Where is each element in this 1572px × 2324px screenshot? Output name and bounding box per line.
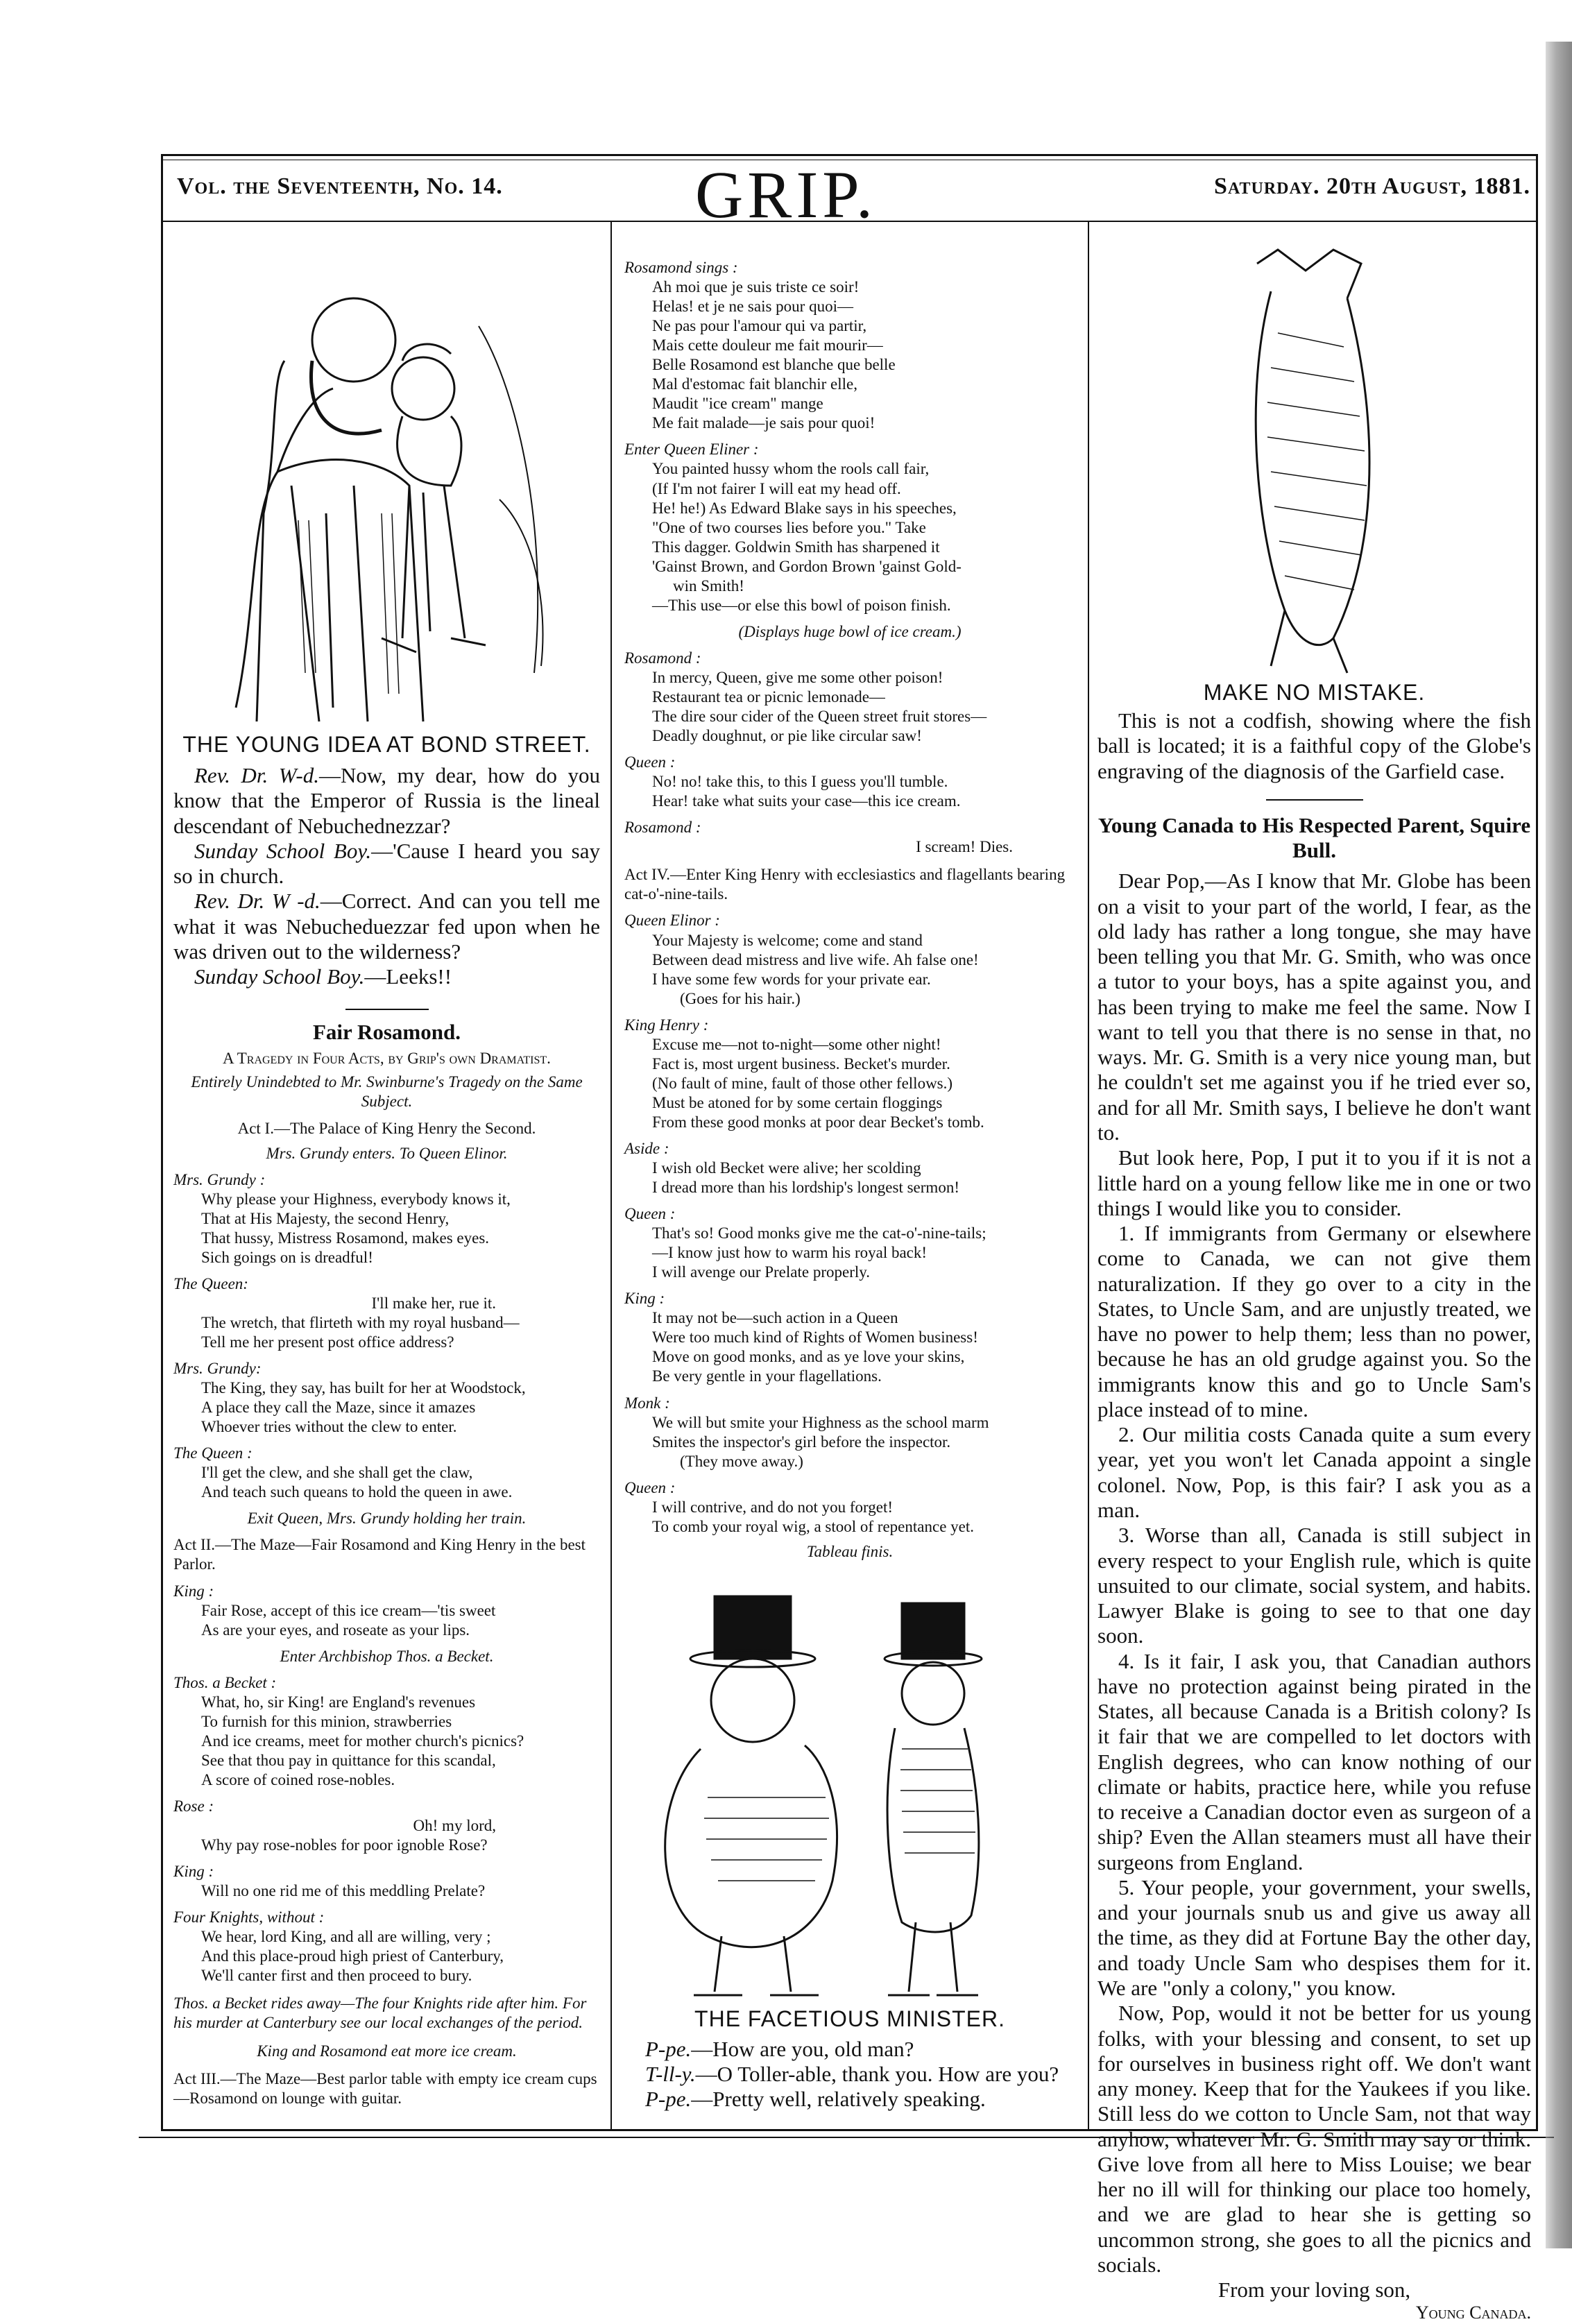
verse-line: Were too much kind of Rights of Women business! <box>652 1328 978 1347</box>
dialogue-line <box>173 964 600 989</box>
verse-line: —This use—or else this bowl of poison finish. <box>652 596 951 614</box>
verse-line: In mercy, Queen, give me some other poison! <box>652 668 943 686</box>
verse <box>624 931 1075 1009</box>
verse-line: Tell me her present post office address? <box>201 1333 454 1351</box>
speaker: Queen Elinor : <box>624 912 720 930</box>
verse <box>173 1816 600 1855</box>
verse-line: This dagger. Goldwin Smith has sharpened it <box>652 538 940 556</box>
verse-line: I'll make her, rue it. <box>371 1294 496 1312</box>
letter-paragraph: 1. If immigrants from Germany or elsewhere come to Canada, we can not give them naturalization. If they go over to a city in the States, to Uncle Sam, and are unjustly treated, we have no power to help them; less than no power, because he has an old grudge against you. So the immigrants know this and go to Uncle Sam's place instead of to mine. <box>1097 1221 1531 1421</box>
verse-line: Ah moi que je suis triste ce soir! <box>652 278 860 296</box>
stage-direction: King and Rosamond eat more ice cream. <box>257 2042 517 2060</box>
speaker: Monk : <box>624 1394 670 1412</box>
verse-line: —I know just how to warm his royal back! <box>652 1244 928 1262</box>
stage-direction: (Displays huge bowl of ice cream.) <box>738 622 962 640</box>
letter-closing: From your loving son, <box>1218 2278 1411 2302</box>
verse-line: I dread more than his lordship's longest sermon! <box>652 1179 959 1197</box>
speaker: Enter Queen Eliner : <box>624 441 759 459</box>
verse-line: Mais cette douleur me fait mourir— <box>652 336 883 354</box>
play-subtitle: A Tragedy in Four Acts, by Grip's own Dramatist. <box>223 1050 551 1068</box>
dialogue-line <box>624 2087 1075 2112</box>
speaker: Mrs. Grundy: <box>173 1360 262 1378</box>
verse-line: Move on good monks, and as ye love your skins, <box>652 1348 965 1366</box>
verse-line: No! no! take this, to this I guess you'll tumble. <box>652 773 948 791</box>
verse-line: (No fault of mine, fault of those other fellows.) <box>652 1074 953 1092</box>
dialogue-text: —Pretty well, relatively speaking. <box>691 2087 986 2112</box>
speaker: Rosamond sings : <box>624 259 738 276</box>
verse <box>173 1463 600 1502</box>
letter-body <box>1097 869 1531 2324</box>
dialogue-line <box>173 763 600 839</box>
verse <box>173 1294 600 1352</box>
letter-paragraph: 4. Is it fair, I ask you, that Canadian authors have no protection against being pirated in the States, all because Canada is a British colony? Is it fair that we are compelled to let doctors with English degrees, who can know nothing of our climate or habits, practice here, while you refuse to receive a Canadian doctor even as surgeon of a ship? Even the Allan steamers must all have their surgeons from England. <box>1097 1648 1531 1874</box>
verse-line: "One of two courses lies before you." Take <box>652 518 926 536</box>
verse <box>173 1378 600 1437</box>
verse-line: The dire sour cider of the Queen street fruit stores— <box>652 708 987 726</box>
verse-line: Maudit "ice cream" mange <box>652 395 823 413</box>
verse <box>624 837 1075 857</box>
verse-line: I'll get the clew, and she shall get the claw, <box>201 1464 473 1482</box>
speaker: Thos. a Becket : <box>173 1673 277 1691</box>
speaker: T-ll-y. <box>645 2062 696 2087</box>
letter-paragraph: But look here, Pop, I put it to you if it is not a little hard on a young fellow like me in one or two things I would like you to consider. <box>1097 1145 1531 1220</box>
verse-line: A place they call the Maze, since it amazes <box>201 1399 476 1417</box>
divider <box>1266 799 1363 801</box>
dialogue-text: —How are you, old man? <box>691 2036 914 2061</box>
speaker: Rosamond : <box>624 819 701 837</box>
column-2 <box>624 258 1075 2112</box>
letter-paragraph: 2. Our militia costs Canada quite a sum every year, yet you won't let Canada appoint a single colonel. Now, Pop, is this fair? I ask you as a man. <box>1097 1422 1531 1522</box>
speaker: Queen : <box>624 1478 676 1496</box>
stage-direction: Enter Archbishop Thos. a Becket. <box>280 1647 494 1665</box>
verse-line: To comb your royal wig, a stool of repentance yet. <box>652 1517 974 1535</box>
verse-line: (They move away.) <box>680 1452 803 1470</box>
speaker: Rose : <box>173 1797 214 1815</box>
verse-line: win Smith! <box>673 576 744 595</box>
verse-line: Hear! take what suits your case—this ice cream. <box>652 792 961 810</box>
verse <box>173 1190 600 1267</box>
young-idea-dialogue <box>173 763 600 989</box>
dialogue-line <box>624 2037 1075 2062</box>
dialogue-line <box>624 2062 1075 2087</box>
binding-edge <box>1546 42 1572 2248</box>
column-rule-2 <box>1088 222 1089 2130</box>
verse-line: What, ho, sir King! are England's revenues <box>201 1693 476 1711</box>
verse-line: A score of coined rose-nobles. <box>201 1770 395 1788</box>
caption-make-no-mistake: MAKE NO MISTAKE. <box>1203 680 1426 705</box>
verse <box>624 1035 1075 1132</box>
verse <box>624 277 1075 433</box>
verse-line: Will no one rid me of this meddling Prelate? <box>201 1882 486 1900</box>
tableau-finis: Tableau finis. <box>806 1542 894 1560</box>
caption-young-idea: THE YOUNG IDEA AT BOND STREET. <box>182 732 591 757</box>
verse-line: I will avenge our Prelate properly. <box>652 1263 871 1281</box>
verse-line: Fair Rose, accept of this ice cream—'tis sweet <box>201 1601 496 1619</box>
verse-line: 'Gainst Brown, and Gordon Brown 'gainst Gold- <box>652 557 962 575</box>
act-1: Act I.—The Palace of King Henry the Second. <box>237 1119 536 1137</box>
verse-line: Excuse me—not to-night—some other night! <box>652 1035 941 1053</box>
verse-line: See that thou pay in quittance for this scandal, <box>201 1751 496 1769</box>
verse-line: Why pay rose-nobles for poor ignoble Rose? <box>201 1836 488 1854</box>
speaker: King : <box>173 1863 214 1881</box>
masthead: GRIP. <box>694 157 878 232</box>
speaker: Mrs. Grundy : <box>173 1170 266 1188</box>
verse-line: Mal d'estomac fait blanchir elle, <box>652 375 858 393</box>
verse-line: You painted hussy whom the rools call fair, <box>652 460 930 478</box>
verse-line: We'll canter first and then proceed to bury. <box>201 1967 472 1985</box>
volume-label: Vol. the Seventeenth, No. 14. <box>177 173 503 199</box>
dialogue-line <box>173 839 600 889</box>
speaker: Rev. Dr. W-d. <box>194 763 319 787</box>
codfish-text: This is not a codfish, showing where the fish ball is located; it is a faithful copy of the Globe's engraving of the diagnosis of the Garfield case. <box>1097 708 1531 783</box>
column-rule-1 <box>610 222 612 2130</box>
verse-line: (If I'm not fairer I will eat my head off. <box>652 479 901 497</box>
dialogue-text: —Now, my dear, how do you know that the Emperor of Russia is the lineal descendant of Nebuchednezzar? <box>173 763 600 838</box>
stage-direction: Thos. a Becket rides away—The four Knights ride after him. For his murder at Canterbury see our local exchanges of the period. <box>173 1994 587 2032</box>
letter-signature: Young Canada. <box>1415 2302 1531 2323</box>
play-note: Entirely Unindebted to Mr. Swinburne's Tragedy on the Same Subject. <box>191 1073 583 1111</box>
verse <box>624 459 1075 615</box>
verse-line: The King, they say, has built for her at Woodstock, <box>201 1379 526 1397</box>
verse-line: I will contrive, and do not you forget! <box>652 1498 894 1516</box>
letter-paragraph: Now, Pop, would it not be better for us young folks, with your blessing and consent, to set up for ourselves in business right off. We don't want any money. Keep that for the Yaukees if you like. Still less do we cotton to Uncle Sam, not that way anyhow, whatever Mr. G. Smith may say or think. Give love from all here to Miss Louise; we bear her no ill will for thinking our place too homely, and we are glad to hear she is getting so uncommon strong, she goes to all the picnics and socials. <box>1097 2001 1531 2277</box>
verse-line: And teach such queans to hold the queen in awe. <box>201 1483 513 1501</box>
frame-right <box>1536 154 1538 2131</box>
letter-title: Young Canada to His Respected Parent, Squire Bull. <box>1097 812 1531 863</box>
verse-line: I wish old Becket were alive; her scolding <box>652 1159 921 1177</box>
verse-line: Must be atoned for by some certain floggings <box>652 1093 943 1111</box>
verse-line: Sich goings on is dreadful! <box>201 1248 373 1266</box>
letter-paragraph: 5. Your people, your government, your swells, and your journals snub us and give us away all the time, as they did at Fortune Bay the other day, and toady Uncle Sam who despises them for it. We are "only a colony," you know. <box>1097 1874 1531 2001</box>
speaker: King : <box>173 1582 214 1600</box>
verse-line: Helas! et je ne sais pour quoi— <box>652 298 853 316</box>
verse-line: It may not be—such action in a Queen <box>652 1309 898 1327</box>
play-title: Fair Rosamond. <box>312 1020 461 1045</box>
act-1-lines <box>173 1170 600 2108</box>
caption-facetious-minister: THE FACETIOUS MINISTER. <box>694 2006 1005 2031</box>
verse-line: The wretch, that flirteth with my royal husband— <box>201 1313 520 1331</box>
illustration-codfish <box>1097 222 1531 680</box>
stage-direction: Mrs. Grundy enters. To Queen Elinor. <box>266 1144 508 1162</box>
verse <box>624 1159 1075 1197</box>
speaker: P-pe. <box>645 2036 692 2061</box>
frame-left <box>161 154 163 2131</box>
speaker: Four Knights, without : <box>173 1908 325 1926</box>
verse-line: We hear, lord King, and all are willing, very ; <box>201 1928 491 1946</box>
verse-line: Smites the inspector's girl before the inspector. <box>652 1433 951 1451</box>
verse-line: I scream! Dies. <box>916 838 1013 856</box>
verse-line: He! he!) As Edward Blake says in his speeches, <box>652 499 957 517</box>
verse-line: And ice creams, meet for mother church's picnics? <box>201 1732 524 1750</box>
verse <box>173 1693 600 1790</box>
speaker: Queen : <box>624 1205 676 1223</box>
verse <box>624 1413 1075 1471</box>
verse <box>624 1308 1075 1386</box>
verse-line: And this place-proud high priest of Canterbury, <box>201 1947 504 1965</box>
verse <box>624 668 1075 746</box>
verse-line: Fact is, most urgent business. Becket's murder. <box>652 1054 950 1073</box>
speaker: Aside : <box>624 1139 669 1157</box>
verse <box>173 1881 600 1901</box>
verse-line: Whoever tries without the clew to enter. <box>201 1418 457 1436</box>
issue-date: Saturday. 20th August, 1881. <box>1214 173 1530 199</box>
verse-line: Deadly doughnut, or pie like circular saw! <box>652 727 922 745</box>
verse-line: Oh! my lord, <box>413 1817 496 1835</box>
verse-line: To furnish for this minion, strawberries <box>201 1712 452 1730</box>
minister-dialogue <box>624 2037 1075 2112</box>
verse-line: Belle Rosamond est blanche que belle <box>652 356 896 374</box>
verse-line: Ne pas pour l'amour qui va partir, <box>652 317 867 335</box>
verse <box>173 1927 600 1985</box>
verse-line: I have some few words for your private ear. <box>652 970 931 988</box>
speaker: Rosamond : <box>624 649 701 667</box>
verse-line: That at His Majesty, the second Henry, <box>201 1209 450 1227</box>
divider <box>345 1009 429 1010</box>
dialogue-text: —Leeks!! <box>364 964 452 989</box>
illustration-facetious-minister <box>624 1589 1075 2006</box>
verse-line: (Goes for his hair.) <box>680 989 801 1007</box>
speaker: King Henry : <box>624 1016 709 1034</box>
speaker: Sunday School Boy. <box>194 964 365 989</box>
letter-paragraph: Dear Pop,—As I know that Mr. Globe has been on a visit to your part of the world, I fear, as the old lady has rather a long tongue, she may have been telling you that Mr. G. Smith, who was once a tutor to your boys, has a spite against you, and has been trying to make me feel the same. Now I want to tell you that there is no sense in that, no ways. Mr. G. Smith is a very nice young man, but he couldn't set me against you if he tried ever so, and for all Mr. Smith says, I believe he don't want to. <box>1097 869 1531 1145</box>
act-2: Act II.—The Maze—Fair Rosamond and King Henry in the best Parlor. <box>173 1536 586 1573</box>
verse-line: As are your eyes, and roseate as your lips. <box>201 1621 470 1639</box>
dialogue-text: —'Cause I heard you say so in church. <box>173 838 600 889</box>
verse-line: Me fait malade—je sais pour quoi! <box>652 414 875 432</box>
column-1 <box>173 222 600 2108</box>
act-3: Act III.—The Maze—Best parlor table with empty ice cream cups—Rosamond on lounge with guitar. <box>173 2069 597 2107</box>
verse-line: We will but smite your Highness as the school marm <box>652 1413 989 1431</box>
illustration-young-idea <box>173 222 600 732</box>
speaker: Queen : <box>624 753 676 771</box>
verse <box>173 1601 600 1640</box>
speaker: The Queen: <box>173 1274 248 1292</box>
verse-line: Why please your Highness, everybody knows it, <box>201 1190 511 1208</box>
verse <box>624 772 1075 811</box>
letter-paragraph: 3. Worse than all, Canada is still subject in every respect to your English rule, which is quite unsuited to our climate, social system, and habits. Lawyer Blake is going to see to that one day soon. <box>1097 1523 1531 1648</box>
column-3 <box>1097 222 1531 2324</box>
verse-line: Between dead mistress and live wife. Ah false one! <box>652 950 979 968</box>
speaker: King : <box>624 1290 665 1308</box>
speaker: Rev. Dr. W -d. <box>194 889 321 914</box>
verse-line: Be very gentle in your flagellations. <box>652 1367 882 1385</box>
verse <box>624 1224 1075 1282</box>
dialogue-text: —O Toller-able, thank you. How are you? <box>695 2062 1059 2087</box>
act-4: Act IV.—Enter King Henry with ecclesiastics and flagellants bearing cat-o'-nine-tails. <box>624 866 1066 903</box>
verse-line: Restaurant tea or picnic lemonade— <box>652 687 885 706</box>
dialogue-line <box>173 889 600 964</box>
verse-line: That's so! Good monks give me the cat-o'-nine-tails; <box>652 1224 986 1242</box>
speaker: P-pe. <box>645 2087 692 2112</box>
stage-direction: Exit Queen, Mrs. Grundy holding her train. <box>247 1510 527 1528</box>
speaker: The Queen : <box>173 1444 253 1462</box>
verse <box>624 1498 1075 1537</box>
dialogue-text: —Correct. And can you tell me what it was Nebucheduezzar fed upon when he was driven out to the wilderness? <box>173 889 600 964</box>
verse-line: Your Majesty is welcome; come and stand <box>652 931 923 949</box>
verse-line: From these good monks at poor dear Becket's tomb. <box>652 1113 984 1131</box>
verse-line: That hussy, Mistress Rosamond, makes eyes. <box>201 1229 490 1247</box>
speaker: Sunday School Boy. <box>194 838 372 863</box>
